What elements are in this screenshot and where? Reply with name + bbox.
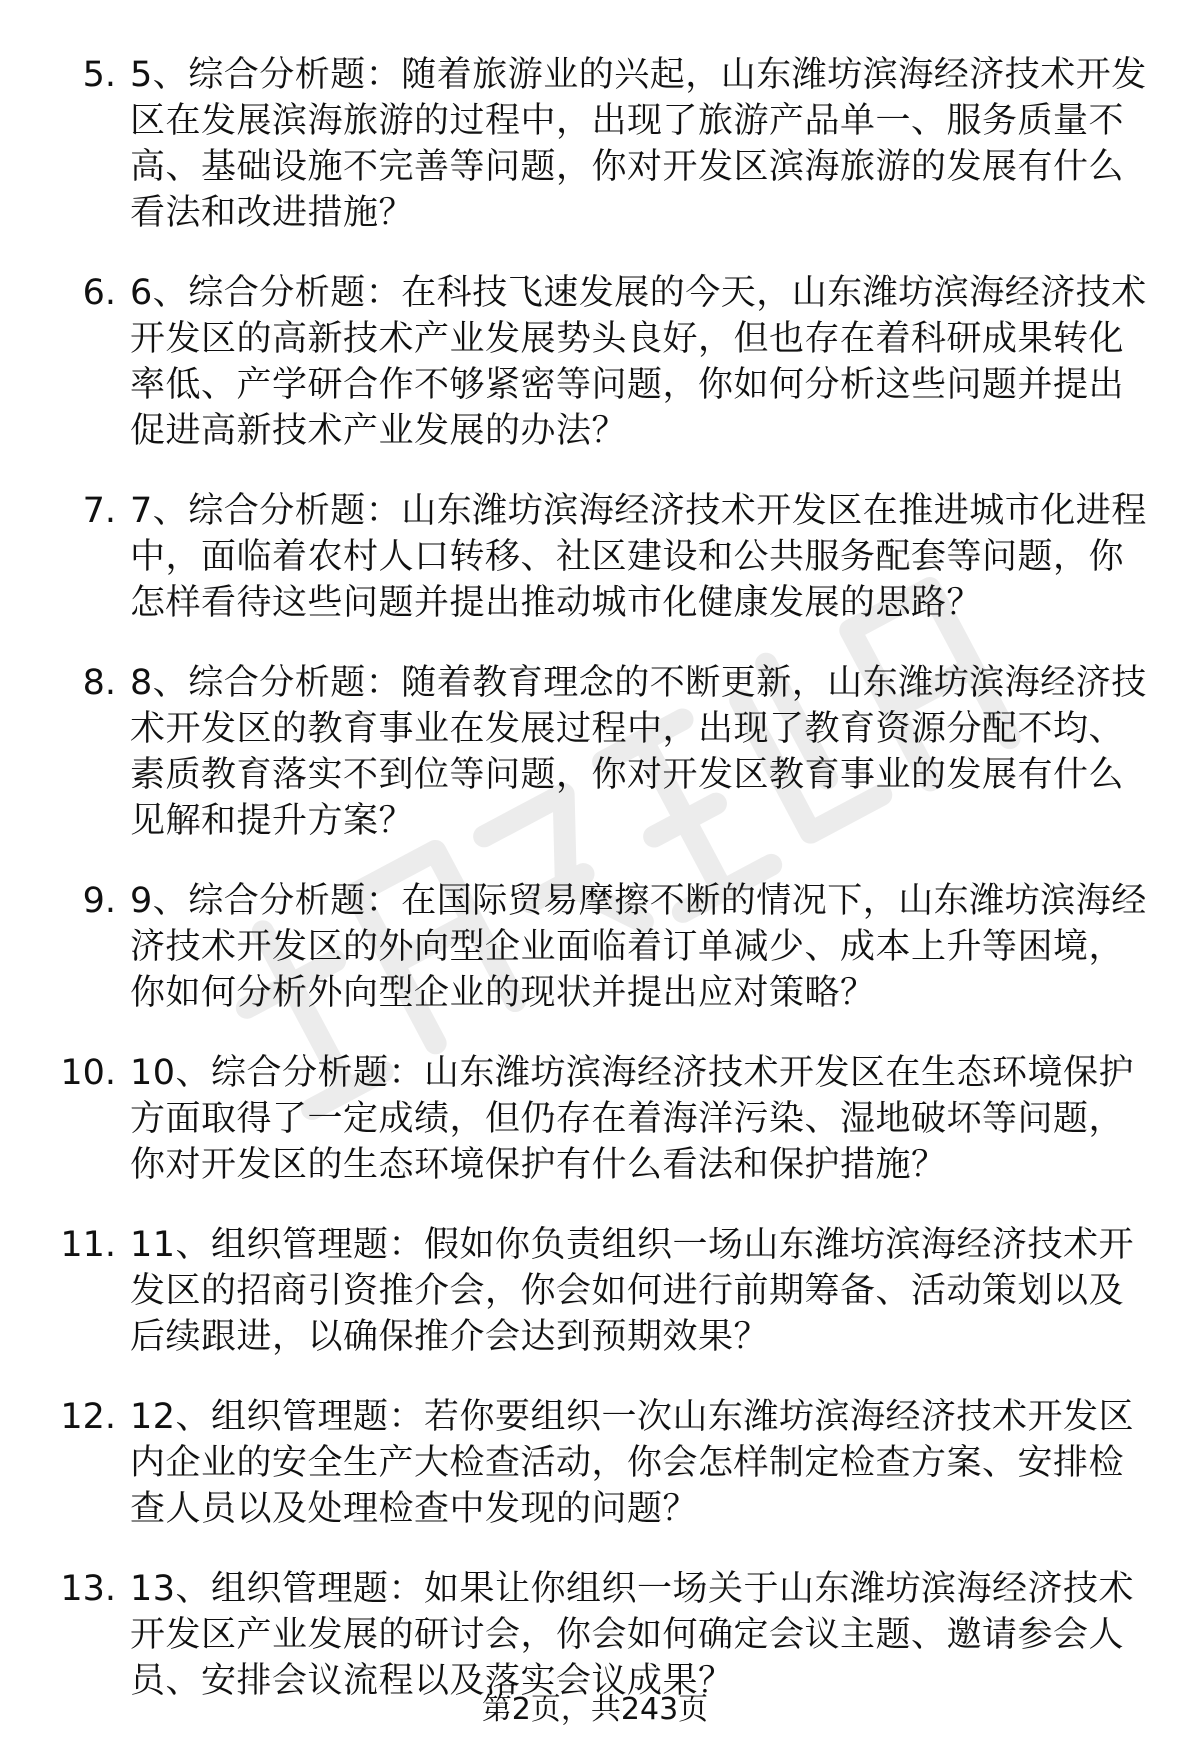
question-text: 11、组织管理题：假如你负责组织一场山东潍坊滨海经济技术开发区的招商引资推介会，你会如何进行前期筹备、活动策划以及后续跟进，以确保推介会达到预期效果？ (130, 1225, 1135, 1357)
question-number: 7. (82, 491, 116, 531)
question-number: 11. (60, 1225, 116, 1265)
question-number: 12. (60, 1397, 116, 1437)
question-text: 6、综合分析题：在科技飞速发展的今天，山东潍坊滨海经济技术开发区的高新技术产业发展势头良好，但也存在着科研成果转化率低、产学研合作不够紧密等问题，你如何分析这些问题并提出促进高新技术产业发展的办法？ (130, 273, 1147, 451)
question-text: 5、综合分析题：随着旅游业的兴起，山东潍坊滨海经济技术开发区在发展滨海旅游的过程中，出现了旅游产品单一、服务质量不高、基础设施不完善等问题，你对开发区滨海旅游的发展有什么看法和改进措施？ (130, 55, 1147, 233)
question-number: 6. (82, 273, 116, 313)
question-list (60, 52, 1170, 1738)
question-text: 10、综合分析题：山东潍坊滨海经济技术开发区在生态环境保护方面取得了一定成绩，但仍存在着海洋污染、湿地破坏等问题，你对开发区的生态环境保护有什么看法和保护措施？ (130, 1053, 1135, 1185)
question-item (60, 488, 1170, 626)
question-item (60, 1222, 1170, 1360)
question-text: 13、组织管理题：如果让你组织一场关于山东潍坊滨海经济技术开发区产业发展的研讨会，你会如何确定会议主题、邀请参会人员、安排会议流程以及落实会议成果？ (130, 1569, 1135, 1701)
question-item (60, 270, 1170, 454)
question-item (60, 1394, 1170, 1532)
question-text: 7、综合分析题：山东潍坊滨海经济技术开发区在推进城市化进程中，面临着农村人口转移、社区建设和公共服务配套等问题，你怎样看待这些问题并提出推动城市化健康发展的思路？ (130, 491, 1147, 623)
question-text: 9、综合分析题：在国际贸易摩擦不断的情况下，山东潍坊滨海经济技术开发区的外向型企业面临着订单减少、成本上升等困境，你如何分析外向型企业的现状并提出应对策略？ (130, 881, 1147, 1013)
question-number: 9. (82, 881, 116, 921)
question-number: 10. (60, 1053, 116, 1093)
question-item (60, 1050, 1170, 1188)
question-item (60, 1566, 1170, 1704)
question-number: 5. (82, 55, 116, 95)
page-number-footer: 第2页，共243页 (481, 1692, 709, 1727)
question-item (60, 878, 1170, 1016)
question-text: 8、综合分析题：随着教育理念的不断更新，山东潍坊滨海经济技术开发区的教育事业在发展过程中，出现了教育资源分配不均、素质教育落实不到位等问题，你对开发区教育事业的发展有什么见解和提升方案？ (130, 663, 1147, 841)
question-item (60, 660, 1170, 844)
question-item (60, 52, 1170, 236)
question-number: 8. (82, 663, 116, 703)
question-number: 13. (60, 1569, 116, 1609)
question-text: 12、组织管理题：若你要组织一次山东潍坊滨海经济技术开发区内企业的安全生产大检查活动，你会怎样制定检查方案、安排检查人员以及处理检查中发现的问题？ (130, 1397, 1135, 1529)
